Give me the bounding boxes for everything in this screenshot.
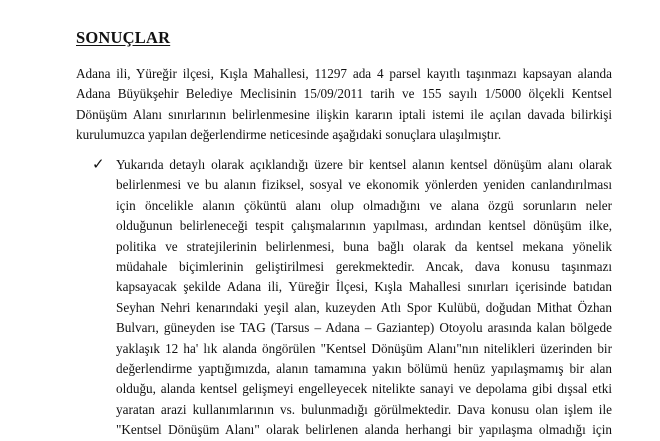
bullet-line: Seyhan Nehri kenarındaki yeşil alan, kuzeyden Atlı Spor Kulübü, doğudan Mithat Özhan	[116, 299, 612, 315]
bullet-line: olduğunun belirleneceği tespit çalışmalarının yapılması, ardından kentsel dönüşüm ilke,	[116, 218, 612, 234]
intro-paragraph	[76, 64, 612, 146]
bullet-line: Yukarıda detaylı olarak açıklandığı üzere bir kentsel alanın kentsel dönüşüm alanı olarak	[116, 157, 612, 172]
intro-line: kurulumuzca yapılan değerlendirme neticesinde aşağıdaki sonuçlara ulaşılmıştır.	[76, 127, 502, 143]
bullet-line: yaratan arazi kullanımlarının vs. bulunmadığı görülmektedir. Dava konusu olan işlem ile	[116, 401, 612, 417]
bullet-paragraph	[116, 155, 612, 441]
bullet-line: için öncelikle alanın çöküntü alanı olup olmadığını ve alana özgü sorunların neler	[116, 197, 612, 213]
intro-line: Dönüşüm Alanı sınırlarının belirlenmesine ilişkin kararın iptali istemi ile açılan davada bilirkişi	[76, 106, 612, 122]
checkmark-icon: ✓	[92, 155, 105, 173]
section-title: SONUÇLAR	[76, 28, 171, 47]
bullet-line: politika ve stratejilerinin belirlenmesi, buna bağlı olarak da kentsel mekana yönelik	[116, 238, 612, 254]
bullet-line: "Kentsel Dönüşüm Alanı" olarak belirlenen alanda herhangi bir yapılaşma olmadığı için	[116, 422, 612, 438]
bullet-line: kapsayacak şekilde Adana ili, Yüreğir İlçesi, Kışla Mahallesi sınırları içerisinde batıdan	[116, 279, 612, 295]
bullet-line: müdahale biçimlerinin geliştirilmesi gerekmektedir. Ancak, dava konusu taşınmazı	[116, 259, 612, 275]
bullet-line: yaklaşık 12 ha' lık alanda öngörülen "Kentsel Dönüşüm Alanı"nın nitelikleri üzerinden bir	[116, 340, 612, 356]
bullet-line: Bulvarı, güneyden ise TAG (Tarsus – Adana – Gaziantep) Otoyolu arasında kalan bölgede	[116, 320, 612, 336]
intro-line: Adana ili, Yüreğir ilçesi, Kışla Mahallesi, 11297 ada 4 parsel kayıtlı taşınmazı kapsayan alanda	[76, 66, 612, 81]
intro-line: Adana Büyükşehir Belediye Meclisinin 15/09/2011 tarih ve 155 sayılı 1/5000 ölçekli Kentsel	[76, 86, 612, 102]
bullet-line: belirlenmesi ve bu alanın fiziksel, sosyal ve ekonomik yönlerden yeniden canlandırılması	[116, 177, 612, 193]
bullet-line: olduğu, alanda kentsel gelişmeyi engelleyecek nitelikte sanayi ve depolama gibi dışsal etki	[116, 381, 612, 397]
bullet-line: değerlendirme yaptığımızda, alanın tamamına yakın bölümü henüz yapılaşmamış bir alan	[116, 361, 612, 377]
